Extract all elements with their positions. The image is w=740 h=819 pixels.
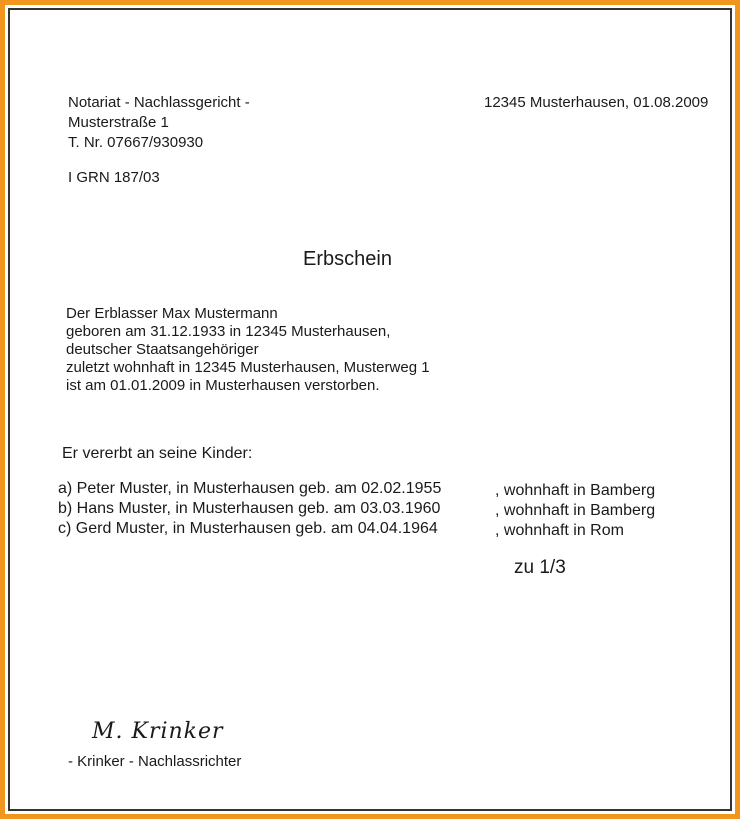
decedent-block bbox=[66, 305, 430, 395]
heir-row bbox=[58, 479, 698, 499]
heir-row bbox=[58, 499, 698, 519]
heir-entry: b) Hans Muster, in Musterhausen geb. am 03.03.1960 bbox=[58, 500, 441, 517]
heir-residence: , wohnhaft in Bamberg bbox=[495, 482, 656, 499]
file-reference: I GRN 187/03 bbox=[68, 169, 160, 186]
decedent-line: Der Erblasser Max Mustermann bbox=[66, 305, 278, 322]
decedent-line: ist am 01.01.2009 in Musterhausen verstorben. bbox=[66, 377, 380, 394]
sender-street: Musterstraße 1 bbox=[68, 114, 169, 131]
heir-entry: c) Gerd Muster, in Musterhausen geb. am 04.04.1964 bbox=[58, 520, 438, 537]
signer-name: - Krinker - Nachlassrichter bbox=[68, 753, 242, 770]
heir-row bbox=[58, 519, 698, 539]
heir-residence: , wohnhaft in Bamberg bbox=[495, 502, 656, 519]
sender-block bbox=[68, 93, 250, 153]
inheritance-share: zu 1/3 bbox=[514, 557, 566, 578]
heir-entry: a) Peter Muster, in Musterhausen geb. am 02.02.1955 bbox=[58, 480, 442, 497]
decedent-line: deutscher Staatsangehöriger bbox=[66, 341, 259, 358]
decedent-line: geboren am 31.12.1933 in 12345 Musterhausen, bbox=[66, 323, 391, 340]
sender-phone: T. Nr. 07667/930930 bbox=[68, 134, 204, 151]
document-title: Erbschein bbox=[303, 248, 392, 270]
heir-residence: , wohnhaft in Rom bbox=[495, 522, 624, 539]
handwritten-signature: M. Krinker bbox=[92, 719, 224, 744]
heirs-list bbox=[58, 479, 698, 539]
sender-office: Notariat - Nachlassgericht - bbox=[68, 94, 250, 111]
decedent-line: zuletzt wohnhaft in 12345 Musterhausen, Musterweg 1 bbox=[66, 359, 430, 376]
place-date: 12345 Musterhausen, 01.08.2009 bbox=[484, 94, 709, 111]
heirs-intro: Er vererbt an seine Kinder: bbox=[62, 445, 253, 462]
